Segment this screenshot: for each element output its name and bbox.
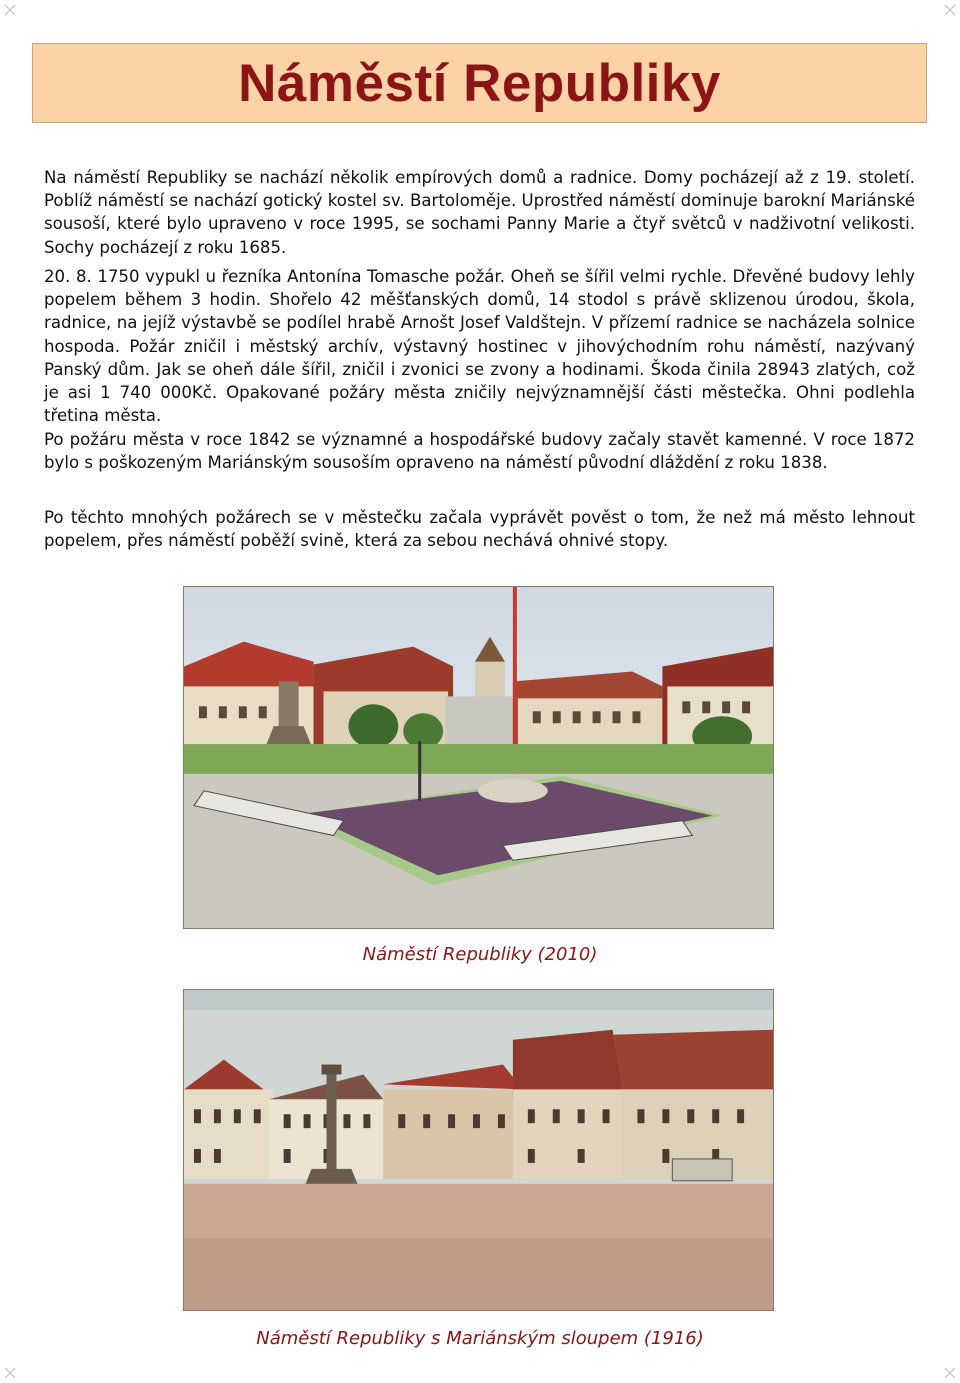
corner-mark-top-left <box>4 4 16 16</box>
corner-mark-bottom-left <box>4 1367 16 1379</box>
paragraph-intro <box>44 166 915 259</box>
corner-mark-top-right <box>944 4 956 16</box>
corner-mark-bottom-right <box>944 1367 956 1379</box>
paragraph-text: Na náměstí Republiky se nachází několik empírových domů a radnice. Domy pocházejí až z 19. století. Poblíž náměstí se nachází gotický kostel sv. Bartoloměje. Uprostřed náměstí dominuje barokní Mariánské sousoší, které bylo upraveno v roce 1995, se sochami Panny Marie a čtyř světců v nadživotní velikosti. Sochy pocházejí z roku 1685. <box>44 168 915 257</box>
photo-caption-2010: Náměstí Republiky (2010) <box>362 944 598 965</box>
square-postcard-1916 <box>183 989 774 1311</box>
paragraph-text: 20. 8. 1750 vypukl u řezníka Antonína Tomasche požár. Oheň se šířil velmi rychle. Dřevěné budovy lehly popelem během 3 hodin. Shořelo 42 měšťanských domů, 14 stodol s právě sklizenou úrodou, škola, radnice, na jejíž výstavbě se podílel hrabě Arnošt Josef Valdštejn. V přízemí radnice se nacházela solnice hospoda. Požár zničil i městský archív, výstavný hostinec v jihovýchodním rohu náměstí, nazývaný Panský dům. Jak se oheň dále šířil, zničil i zvonici se zvony a hodinami. Škoda činila 28943 zlatých, což je asi 1 740 000Kč. Opakované požáry města zničily nejvýznamnější části městečka. Ohni podlehla třetina města. <box>44 267 915 426</box>
paragraph-rebuild <box>44 428 915 474</box>
photo-caption-1916: Náměstí Republiky s Mariánským sloupem (1916) <box>256 1328 704 1349</box>
title-banner <box>32 43 927 123</box>
paragraph-legend <box>44 506 915 552</box>
page-title: Náměstí Republiky <box>238 53 721 113</box>
paragraph-text: Po požáru města v roce 1842 se významné a hospodářské budovy začaly stavět kamenné. V roce 1872 bylo s poškozeným Mariánským sousoším opraveno na náměstí původní dláždění z roku 1838. <box>44 430 915 473</box>
paragraph-fire-1750 <box>44 265 915 427</box>
square-photo-2010 <box>183 586 774 929</box>
paragraph-text: Po těchto mnohých požárech se v městečku začala vyprávět pověst o tom, že než má město lehnout popelem, přes náměstí poběží svině, která za sebou nechává ohnivé stopy. <box>44 508 915 551</box>
